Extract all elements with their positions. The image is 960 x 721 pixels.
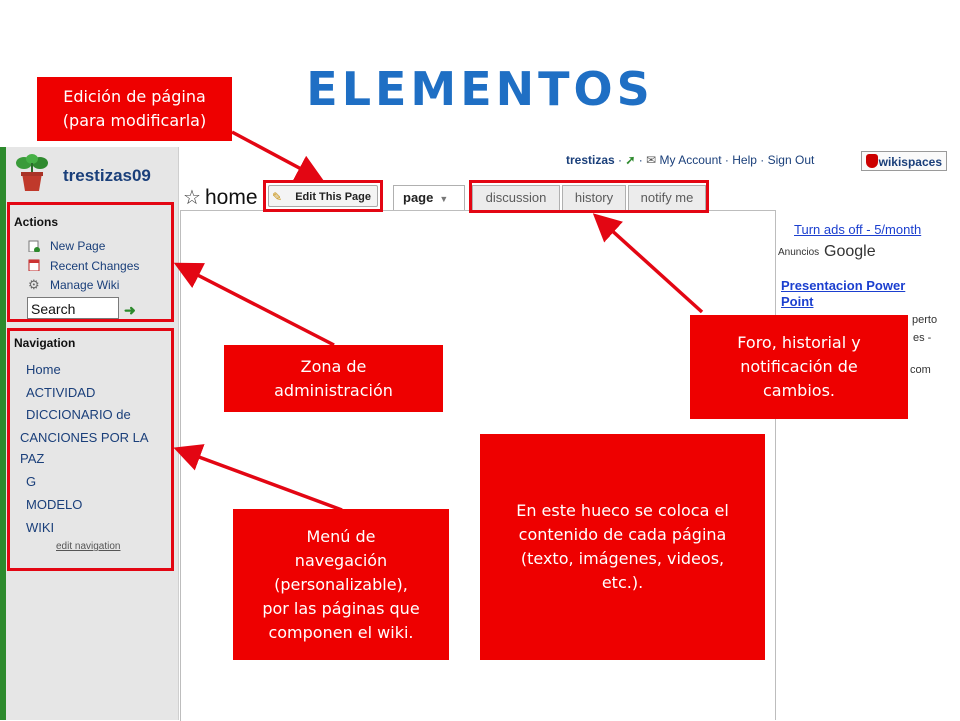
tab-history[interactable]: history	[562, 185, 626, 210]
ads-label: Anuncios	[778, 247, 820, 258]
tab-page[interactable]: page ▼	[393, 185, 465, 210]
action-recent-changes[interactable]: Recent Changes	[50, 259, 140, 273]
nav-item-g[interactable]: G	[26, 474, 37, 489]
ad-text-fragment: com	[910, 364, 931, 376]
actions-title: Actions	[14, 215, 59, 229]
wikispaces-logo[interactable]: wikispaces	[861, 151, 947, 171]
ad-text-fragment: es -	[913, 332, 932, 344]
search-go-arrow-icon[interactable]: ➜	[124, 302, 136, 318]
turn-ads-off-link[interactable]: Turn ads off - 5/month	[794, 222, 922, 237]
navigation-title: Navigation	[14, 336, 76, 350]
gear-icon: ⚙	[28, 277, 40, 292]
search-input[interactable]: Search	[27, 297, 119, 319]
callout-content: En este hueco se coloca el contenido de cada página (texto, imágenes, videos, etc.).	[480, 434, 765, 660]
my-account-link[interactable]: My Account	[659, 153, 722, 167]
site-name[interactable]: trestizas09	[63, 166, 151, 185]
action-new-page[interactable]: New Page	[50, 239, 106, 253]
slide-title: ELEMENTOS	[306, 62, 654, 116]
help-link[interactable]: Help	[732, 153, 757, 167]
edit-page-button[interactable]: Edit This Page	[268, 185, 378, 207]
sign-out-link[interactable]: Sign Out	[767, 153, 815, 167]
nav-item-diccionario[interactable]: DICCIONARIO de	[26, 407, 131, 422]
favorite-star-icon[interactable]: ☆	[183, 187, 201, 209]
nav-item-paz[interactable]: PAZ	[20, 451, 45, 466]
tab-notify-me[interactable]: notify me	[628, 185, 706, 210]
arrow-forum	[598, 218, 702, 312]
nav-item-wiki[interactable]: WIKI	[26, 520, 55, 535]
username-link[interactable]: trestizas	[566, 153, 615, 167]
callout-menu: Menú de navegación (personalizable), por las páginas que componen el wiki.	[233, 509, 449, 660]
pencil-icon: ✎	[272, 190, 283, 204]
ad-text-fragment: perto	[912, 314, 938, 326]
nav-item-modelo[interactable]: MODELO	[26, 497, 83, 512]
chevron-down-icon: ▼	[439, 194, 449, 204]
nav-item-canciones[interactable]: CANCIONES POR LA	[20, 430, 149, 445]
arrow-menu	[180, 450, 342, 510]
nav-item-actividad[interactable]: ACTIVIDAD	[26, 385, 96, 400]
callout-admin: Zona de administración	[224, 345, 443, 412]
callout-edit: Edición de página (para modificarla)	[37, 77, 232, 141]
mail-icon[interactable]: ✉	[646, 153, 657, 167]
arrow-edit	[232, 132, 318, 178]
nav-item-home[interactable]: Home	[26, 362, 61, 377]
google-logo: Google	[824, 243, 876, 260]
page-title: home	[205, 186, 258, 209]
ad-title-link[interactable]: Presentacion Power Point	[781, 278, 906, 309]
callout-forum: Foro, historial y notificación de cambios.	[690, 315, 908, 419]
action-manage-wiki[interactable]: Manage Wiki	[50, 278, 120, 292]
tab-discussion[interactable]: discussion	[472, 185, 560, 210]
arrow-admin	[180, 266, 334, 345]
share-arrow-icon[interactable]: ➚	[625, 153, 636, 167]
edit-navigation-link[interactable]: edit navigation	[56, 541, 121, 552]
user-bar: trestizas · ➚ · ✉ My Account · Help · Sign Out	[566, 153, 815, 167]
